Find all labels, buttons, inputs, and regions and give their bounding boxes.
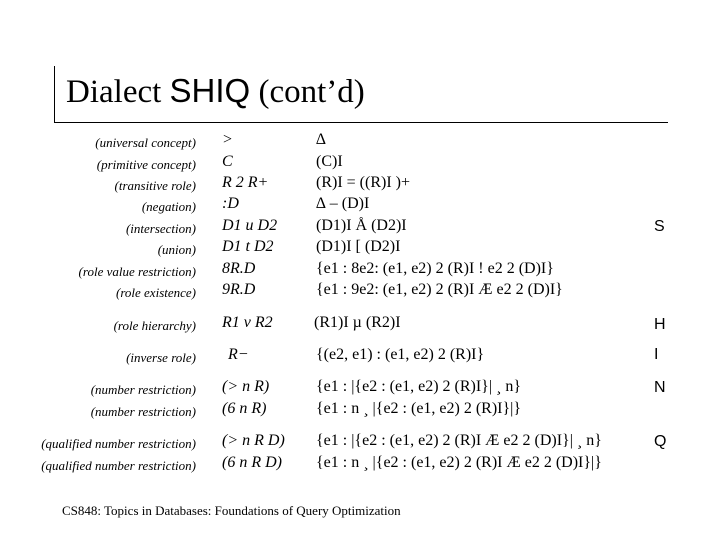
dialect-letter-h: H bbox=[654, 316, 666, 333]
title-rule-horizontal bbox=[54, 122, 668, 123]
row-semantics: {e1 : n ¸ |{e2 : (e1, e2) 2 (R)I}|} bbox=[316, 400, 522, 417]
row-label: (qualified number restriction) bbox=[41, 436, 196, 451]
row-syntax: 9R.D bbox=[222, 281, 256, 298]
row-semantics: (D1)I Å (D2)I bbox=[316, 217, 407, 234]
row-syntax: (6 n R D) bbox=[222, 454, 282, 471]
row-syntax: C bbox=[222, 153, 233, 170]
dialect-letter-q: Q bbox=[654, 433, 667, 450]
row-syntax: 8R.D bbox=[222, 260, 256, 277]
row-syntax: > bbox=[222, 131, 233, 148]
row-semantics: (R)I = ((R)I )+ bbox=[316, 174, 411, 191]
row-syntax: (6 n R) bbox=[222, 400, 267, 417]
row-semantics: (C)I bbox=[316, 153, 343, 170]
row-semantics: {e1 : |{e2 : (e1, e2) 2 (R)I}| ¸ n} bbox=[316, 378, 522, 395]
dialect-letter-i: I bbox=[654, 346, 659, 363]
row-semantics: {e1 : |{e2 : (e1, e2) 2 (R)I Æ e2 2 (D)I}| ¸ n} bbox=[316, 432, 602, 449]
row-label: (transitive role) bbox=[114, 178, 196, 193]
row-label: (qualified number restriction) bbox=[41, 458, 196, 473]
row-label: (universal concept) bbox=[95, 135, 196, 150]
row-semantics: (R1)I µ (R2)I bbox=[314, 314, 401, 331]
title-rule-vertical bbox=[54, 66, 55, 122]
dialect-letter-n: N bbox=[654, 379, 666, 396]
row-label: (role existence) bbox=[116, 285, 196, 300]
row-syntax: D1 u D2 bbox=[222, 217, 278, 234]
row-syntax: :D bbox=[222, 195, 239, 212]
row-label: (intersection) bbox=[125, 221, 196, 236]
row-semantics: {e1 : n ¸ |{e2 : (e1, e2) 2 (R)I Æ e2 2 (D)I}|} bbox=[316, 454, 602, 471]
slide-footer: CS848: Topics in Databases: Foundations of Query Optimization bbox=[62, 503, 401, 518]
row-syntax: (> n R D) bbox=[222, 432, 285, 449]
slide-title: Dialect SHIQ (cont’d) bbox=[66, 72, 365, 110]
row-semantics: {(e2, e1) : (e1, e2) 2 (R)I} bbox=[316, 346, 485, 363]
dialect-letter-s: S bbox=[654, 218, 665, 235]
row-syntax: R1 v R2 bbox=[222, 314, 273, 331]
row-label: (negation) bbox=[141, 199, 196, 214]
row-label: (primitive concept) bbox=[96, 157, 196, 172]
row-semantics: ∆ – (D)I bbox=[316, 195, 370, 212]
row-syntax: (> n R) bbox=[222, 378, 270, 395]
row-syntax: R 2 R+ bbox=[222, 174, 269, 191]
row-semantics: (D1)I [ (D2)I bbox=[316, 238, 401, 255]
row-label: (inverse role) bbox=[126, 350, 196, 365]
row-label: (union) bbox=[157, 242, 196, 257]
row-label: (number restriction) bbox=[90, 382, 196, 397]
row-label: (number restriction) bbox=[90, 404, 196, 419]
row-label: (role hierarchy) bbox=[113, 318, 196, 333]
row-label: (role value restriction) bbox=[78, 264, 196, 279]
row-syntax: R− bbox=[228, 346, 249, 363]
row-semantics: {e1 : 8e2: (e1, e2) 2 (R)I ! e2 2 (D)I} bbox=[316, 260, 554, 277]
row-semantics: ∆ bbox=[316, 131, 326, 148]
row-semantics: {e1 : 9e2: (e1, e2) 2 (R)I Æ e2 2 (D)I} bbox=[316, 281, 563, 298]
row-syntax: D1 t D2 bbox=[222, 238, 274, 255]
